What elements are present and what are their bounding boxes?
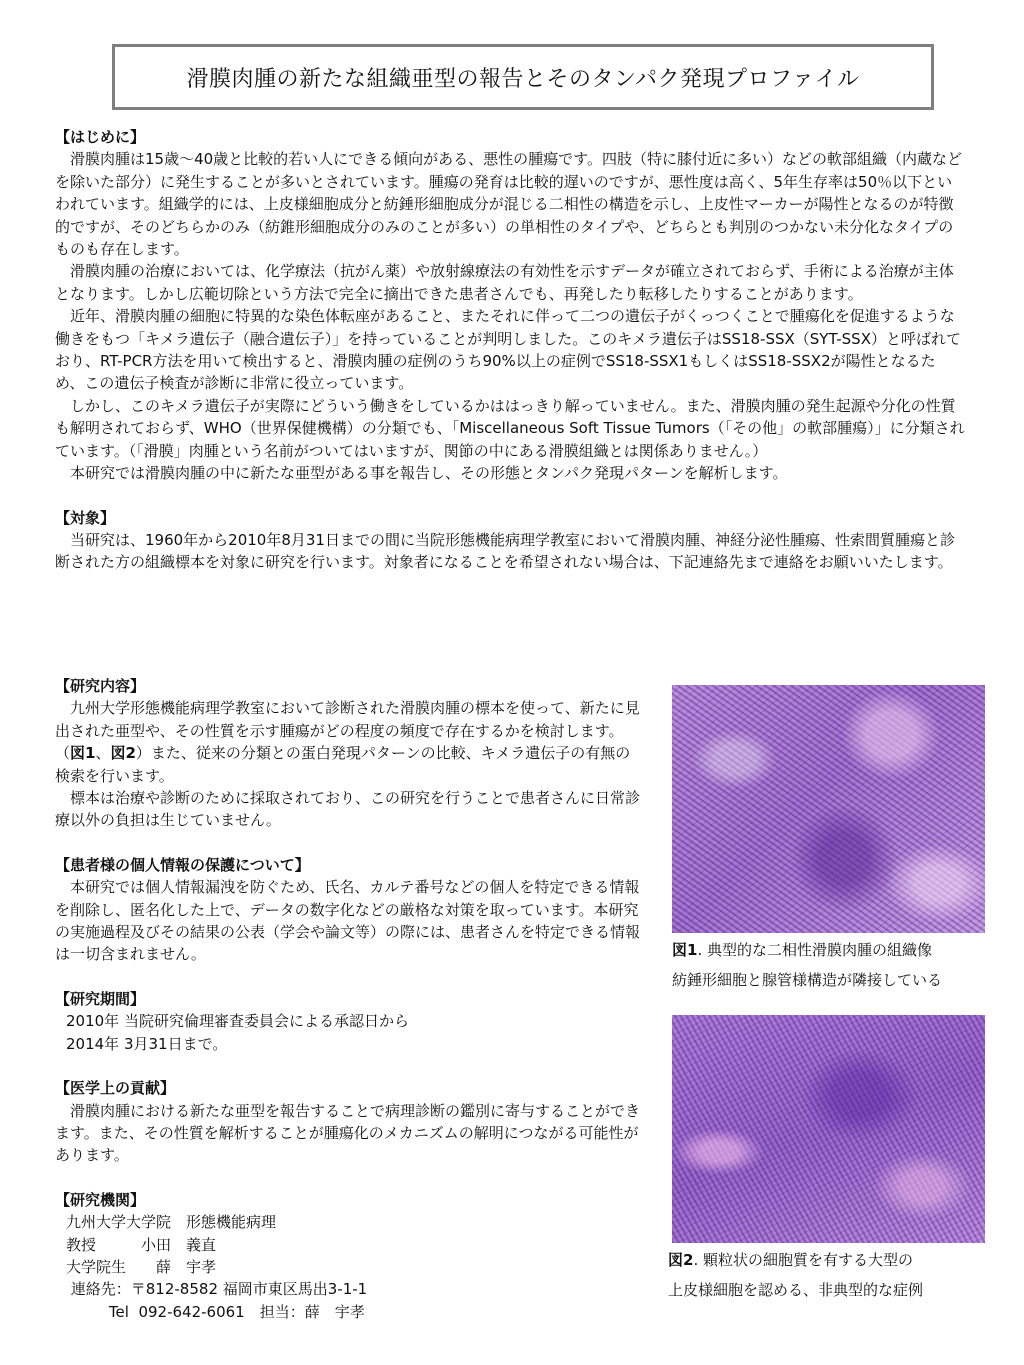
intro-and-subjects [55, 126, 965, 574]
figure-1-caption-line-2: 紡錘形細胞と腺管様構造が隣接している [672, 971, 943, 989]
subjects-paragraph: 当研究は、1960年から2010年8月31日までの間に当院形態機能病理学教室において滑膜肉腫、神経分泌性腫瘍、性索間質腫瘍と診断された方の組織標本を対象に研究を行います。対象者になることを希望されない場合は、下記連絡先まで連絡をお願いいたします。 [55, 530, 955, 572]
content-text-a: 九州大学形態機能病理学教室において診断された滑膜肉腫の標本を使って、新たに見出された亜型や、その性質を示す腫瘍がどの程度の頻度で存在するかを検討します。（ [55, 699, 640, 763]
section-contribution [55, 1077, 645, 1167]
contribution-paragraph: 滑膜肉腫における新たな亜型を報告することで病理診断の鑑別に寄与することができます。また、その性質を解析することが腫瘍化のメカニズムの解明につながる可能性があります。 [55, 1101, 641, 1165]
intro-paragraph-3: 近年、滑膜肉腫の細胞に特異的な染色体転座があること、またそれに伴って二つの遺伝子がくっつくことで腫瘍化を促進するような働きをもつ「キメラ遺伝子（融合遺伝子）」を持っていることが判明しました。このキメラ遺伝子はSS18-SSX（SYT-SSX）と呼ばれており、RT-PCR方法を用いて検出すると、滑膜肉腫の症例のうち90%以上の症例でSS18-SSX1もしくはSS18-SSX2が陽性となるため、この遺伝子検査が診断に非常に役立っています。 [55, 307, 961, 393]
figure-1-histology-image [672, 685, 985, 933]
institution-line-5: Tel 092-642-6061 担当：薛 宇孝 [66, 1302, 365, 1321]
figure-2-caption-line-2: 上皮様細胞を認める、非典型的な症例 [668, 1281, 924, 1299]
intro-paragraph-5: 本研究では滑膜肉腫の中に新たな亜型がある事を報告し、その形態とタンパク発現パターンを解析します。 [70, 464, 788, 483]
intro-paragraph-2: 滑膜肉腫の治療においては、化学療法（抗がん薬）や放射線療法の有効性を示すデータが確立されておらず、手術による治療が主体となります。しかし広範切除という方法で完全に摘出できた患者さんでも、再発したり転移したりすることがあります。 [55, 262, 954, 303]
left-column [55, 675, 645, 1323]
content-text-b: ）また、従来の分類との蛋白発現パターンの比較、キメラ遺伝子の有無の検索を行います。 [55, 744, 631, 785]
institution-line-4: 連絡先：〒812-8582 福岡市東区馬出3-1-1 [66, 1280, 368, 1299]
intro-paragraph-4: しかし、このキメラ遺伝子が実際にどういう働きをしているかははっきり解っていません。また、滑膜肉腫の発生起源や分化の性質も解明されておらず、WHO（世界保健機構）の分類でも、「Miscellaneous Soft Tissue Tumors（「その他」の軟部腫瘍）」に分類されています。（「滑膜」肉腫という名前がついてはいますが、関節の中にある滑膜組織とは関係ありません。） [55, 396, 965, 460]
intro-heading: 【はじめに】 [55, 128, 146, 146]
section-period [55, 988, 645, 1055]
section-institution [55, 1189, 645, 1323]
privacy-heading: 【患者様の個人情報の保護について】 [55, 855, 310, 874]
content-heading: 【研究内容】 [55, 677, 146, 695]
content-paragraph-1 [55, 697, 645, 787]
fig2-reference: 図2 [110, 744, 136, 763]
institution-line-3: 大学院生 薛 宇孝 [66, 1257, 217, 1276]
period-line-2: 2014年 3月31日まで。 [66, 1034, 228, 1053]
institution-line-1: 九州大学大学院 形態機能病理 [66, 1213, 277, 1232]
institution-heading: 【研究機関】 [55, 1190, 146, 1209]
figure-2-caption [668, 1245, 1008, 1305]
section-content [55, 675, 645, 832]
contribution-heading: 【医学上の貢献】 [55, 1079, 176, 1098]
page-title: 滑膜肉腫の新たな組織亜型の報告とそのタンパク発現プロファイル [112, 44, 934, 110]
figure-1-caption-line-1 [672, 935, 1012, 965]
figure-2-histology-image [672, 1015, 985, 1243]
figure-1-label: 図1 [672, 941, 698, 959]
content-separator: 、 [95, 744, 111, 763]
period-line-1: 2010年 当院研究倫理審査委員会による承認日から [66, 1012, 409, 1031]
subjects-heading: 【対象】 [55, 508, 116, 527]
section-intro [55, 126, 965, 485]
figure-1-caption-text-a: . 典型的な二相性滑膜肉腫の組織像 [697, 941, 932, 959]
figure-2-caption-text-a: . 顆粒状の細胞質を有する大型の [693, 1251, 913, 1269]
intro-paragraph-1: 滑膜肉腫は15歳～40歳と比較的若い人にできる傾向がある、悪性の腫瘍です。四肢（特に膝付近に多い）などの軟部組織（内蔵などを除いた部分）に発生することが多いとされています。腫瘍の発育は比較的遅いのですが、悪性度は高く、5年生存率は50％以下といわれています。組織学的には、上皮様細胞成分と紡錘形細胞成分が混じる二相性の構造を示し、上皮性マーカーが陽性となるのが特徴的ですが、そのどちらかのみ（紡錐形細胞成分のみのことが多い）の単相性のタイプや、どちらとも判別のつかない未分化なタイプのものも存在します。 [55, 150, 962, 259]
figure-1-caption [672, 935, 1012, 995]
privacy-paragraph: 本研究では個人情報漏洩を防ぐため、氏名、カルテ番号などの個人を特定できる情報を削除し、匿名化した上で、データの数字化などの厳格な対策を取っています。本研究の実施過程及びその結果の公表（学会や論文等）の際には、患者さんを特定できる情報は一切含まれません。 [55, 878, 641, 964]
period-heading: 【研究期間】 [55, 989, 146, 1008]
section-privacy [55, 854, 645, 966]
figure-2-label: 図2 [668, 1251, 694, 1269]
fig1-reference: 図1 [70, 744, 96, 763]
section-subjects [55, 507, 965, 574]
institution-line-2: 教授 小田 義直 [66, 1235, 217, 1254]
figure-2-caption-line-1 [668, 1245, 1008, 1275]
content-paragraph-2: 標本は治療や診断のために採取されており、この研究を行うことで患者さんに日常診療以外の負担は生じていません。 [55, 789, 641, 830]
